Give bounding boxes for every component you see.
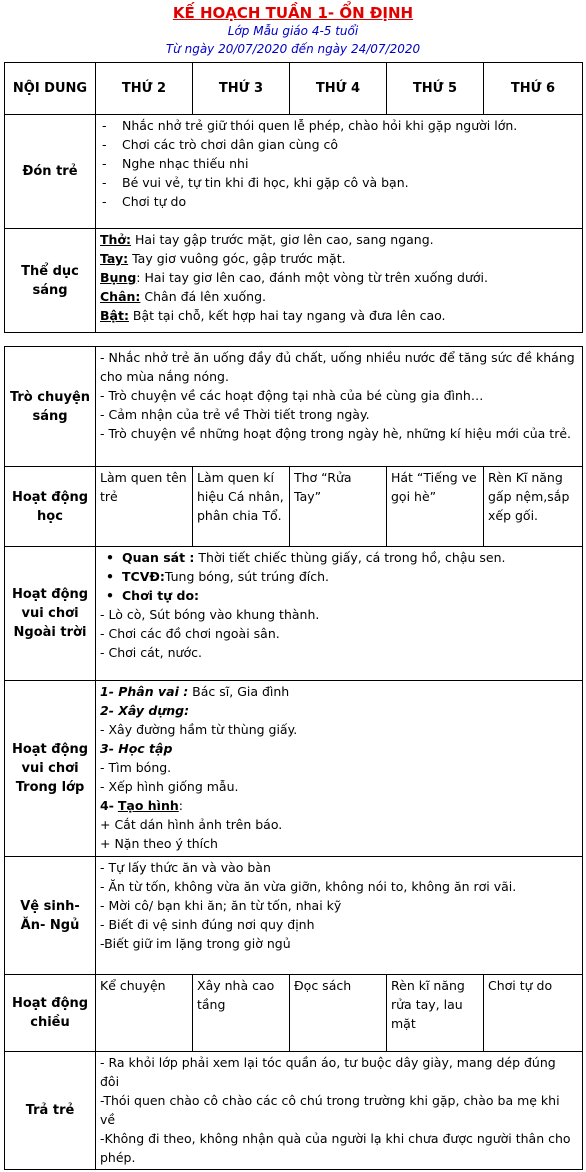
exercise-legs: Chân: Chân đá lên xuống. bbox=[100, 289, 267, 304]
row-trong-lop bbox=[5, 681, 583, 857]
list-item: - Xây đường hầm từ thùng giấy. bbox=[100, 722, 298, 737]
free-play-item: • Chơi tự do: bbox=[100, 586, 578, 605]
content-column-header: NỘI DUNG bbox=[5, 63, 96, 115]
list-item: - Trò chuyện về các hoạt động tại nhà của bé cùng gia đình… bbox=[100, 388, 484, 403]
row-tra-tre bbox=[5, 1052, 583, 1170]
row-hoat-dong-hoc bbox=[5, 467, 583, 547]
exercise-arms: Tay: Tay giơ vuông góc, gập trước mặt. bbox=[100, 251, 346, 266]
list-item: - Chơi các trò chơi dân gian cùng cô bbox=[100, 135, 578, 154]
list-item: -Không đi theo, không nhận quà của người lạ khi chưa được người thân cho phép. bbox=[100, 1131, 571, 1165]
row-ngoai-troi bbox=[5, 547, 583, 681]
art-heading: 4- Tạo hình: bbox=[100, 798, 183, 813]
day-header-fri: THỨ 6 bbox=[484, 63, 583, 115]
row-ve-sinh bbox=[5, 857, 583, 975]
list-item: - Xếp hình giống mẫu. bbox=[100, 779, 239, 794]
date-range: Từ ngày 20/07/2020 đến ngày 24/07/2020 bbox=[165, 42, 421, 56]
tro-chuyen-content bbox=[96, 347, 583, 467]
list-item: -Biết giữ im lặng trong giờ ngủ bbox=[100, 936, 291, 951]
lesson-fri: Rèn Kĩ năng gấp nệm,sắp xếp gối. bbox=[484, 467, 583, 547]
plan-table-bottom bbox=[4, 346, 583, 1170]
afternoon-thu: Rèn kĩ năng rửa tay, lau mặt bbox=[387, 975, 484, 1052]
observation-item: • Quan sát : Thời tiết chiếc thùng giấy, cá trong hồ, chậu sen. bbox=[100, 548, 578, 567]
exercise-belly: Bụng: Hai tay giơ lên cao, đánh một vòng từ trên xuống dưới. bbox=[100, 270, 489, 285]
list-item: - Tìm bóng. bbox=[100, 760, 172, 775]
list-item: -Thói quen chào cô chào các cô chú trong trường khi gặp, chào ba mẹ khi về bbox=[100, 1093, 560, 1127]
lesson-tue: Làm quen kí hiệu Cá nhân, phân chia Tổ. bbox=[193, 467, 290, 547]
list-item: - Nhắc nhở trẻ ăn uống đầy đủ chất, uống nhiều nước để tăng sức đề kháng cho mùa nắng nóng. bbox=[100, 350, 575, 384]
plan-title: KẾ HOẠCH TUẦN 1- ỔN ĐỊNH bbox=[172, 4, 414, 22]
list-item: + Nặn theo ý thích bbox=[100, 836, 218, 851]
day-header-thu: THỨ 5 bbox=[387, 63, 484, 115]
afternoon-fri: Chơi tự do bbox=[484, 975, 583, 1052]
day-header-tue: THỨ 3 bbox=[193, 63, 290, 115]
list-item: - Nhắc nhở trẻ giữ thói quen lễ phép, chào hỏi khi gặp người lớn. bbox=[100, 116, 578, 135]
header-row bbox=[5, 63, 583, 115]
row-the-duc bbox=[5, 229, 583, 333]
row-hoat-dong-chieu bbox=[5, 975, 583, 1052]
row-label-ve-sinh: Vệ sinh- Ăn- Ngủ bbox=[5, 857, 96, 975]
list-item: + Cắt dán hình ảnh trên báo. bbox=[100, 817, 283, 832]
afternoon-mon: Kể chuyện bbox=[96, 975, 193, 1052]
row-label-hoat-dong-hoc: Hoạt động học bbox=[5, 467, 96, 547]
trong-lop-content bbox=[96, 681, 583, 857]
movement-game-item: • TCVĐ:Tung bóng, sút trúng đích. bbox=[100, 567, 578, 586]
afternoon-tue: Xây nhà cao tầng bbox=[193, 975, 290, 1052]
row-tro-chuyen bbox=[5, 347, 583, 467]
list-item: - Chơi cát, nước. bbox=[100, 645, 202, 660]
lesson-wed: Thơ “Rửa Tay” bbox=[290, 467, 387, 547]
afternoon-wed: Đọc sách bbox=[290, 975, 387, 1052]
class-subtitle: Lớp Mẫu giáo 4-5 tuổi bbox=[227, 24, 359, 38]
exercise-jump: Bật: Bật tại chỗ, kết hợp hai tay ngang và đưa lên cao. bbox=[100, 308, 446, 323]
ve-sinh-content bbox=[96, 857, 583, 975]
list-item: - Trò chuyện về những hoạt động trong ngày hè, những kí hiệu mới của trẻ. bbox=[100, 426, 572, 441]
lesson-thu: Hát “Tiếng ve gọi hè” bbox=[387, 467, 484, 547]
list-item: - Cảm nhận của trẻ về Thời tiết trong ngày. bbox=[100, 407, 370, 422]
list-item: - Tự lấy thức ăn và vào bàn bbox=[100, 860, 271, 875]
row-label-hoat-dong-chieu: Hoạt động chiều bbox=[5, 975, 96, 1052]
list-item: - Ăn từ tốn, không vừa ăn vừa giỡn, không nói to, không ăn rơi vãi. bbox=[100, 879, 517, 894]
building-heading: 2- Xây dựng: bbox=[100, 703, 190, 718]
list-item: - Chơi tự do bbox=[100, 192, 578, 211]
learning-heading: 3- Học tập bbox=[100, 741, 173, 756]
row-label-the-duc: Thể dục sáng bbox=[5, 229, 96, 333]
list-item: - Mời cô/ bạn khi ăn; ăn từ tốn, nhai kỹ bbox=[100, 898, 342, 913]
list-item: - Chơi các đồ chơi ngoài sân. bbox=[100, 626, 280, 641]
row-label-tra-tre: Trả trẻ bbox=[5, 1052, 96, 1170]
list-item: - Lò cò, Sút bóng vào khung thành. bbox=[100, 607, 320, 622]
role-play-line: 1- Phân vai : Bác sĩ, Gia đình bbox=[100, 684, 290, 699]
list-item: - Nghe nhạc thiếu nhi bbox=[100, 154, 578, 173]
list-item: - Ra khỏi lớp phải xem lại tóc quần áo, tư buộc dây giày, mang dép đúng đôi bbox=[100, 1055, 556, 1089]
row-don-tre bbox=[5, 115, 583, 229]
the-duc-content bbox=[96, 229, 583, 333]
list-item: - Bé vui vẻ, tự tin khi đi học, khi gặp cô và bạn. bbox=[100, 173, 578, 192]
lesson-mon: Làm quen tên trẻ bbox=[96, 467, 193, 547]
list-item: - Biết đi vệ sinh đúng nơi quy định bbox=[100, 917, 315, 932]
row-label-ngoai-troi: Hoạt động vui chơi Ngoài trời bbox=[5, 547, 96, 681]
day-header-mon: THỨ 2 bbox=[96, 63, 193, 115]
row-label-tro-chuyen: Trò chuyện sáng bbox=[5, 347, 96, 467]
ngoai-troi-content bbox=[96, 547, 583, 681]
don-tre-content bbox=[96, 115, 583, 229]
row-label-trong-lop: Hoạt động vui chơi Trong lớp bbox=[5, 681, 96, 857]
day-header-wed: THỨ 4 bbox=[290, 63, 387, 115]
exercise-breathe: Thở: Hai tay gập trước mặt, giơ lên cao, sang ngang. bbox=[100, 232, 434, 247]
row-label-don-tre: Đón trẻ bbox=[5, 115, 96, 229]
tra-tre-content bbox=[96, 1052, 583, 1170]
plan-table-top bbox=[4, 62, 583, 333]
